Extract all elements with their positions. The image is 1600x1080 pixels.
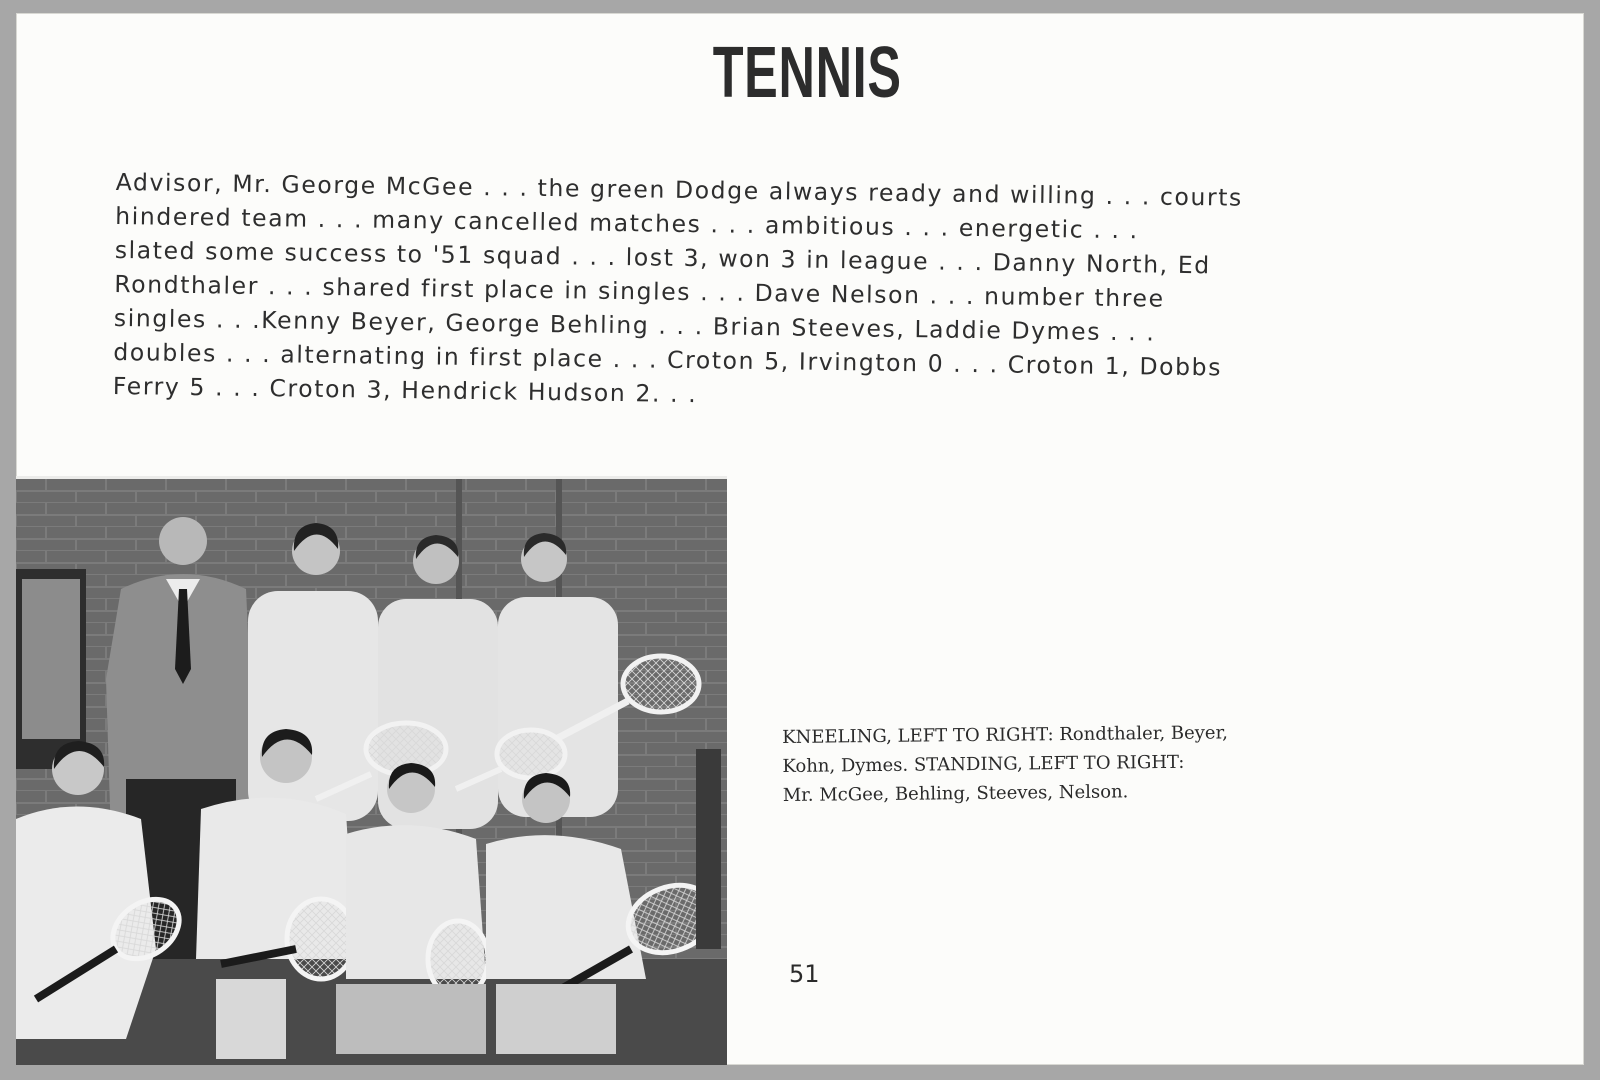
yearbook-page (16, 13, 1584, 1065)
article-line: slated some success to '51 squad . . . lost 3, won 3 in league . . . Danny North, Ed (114, 235, 1211, 280)
article-line: Ferry 5 . . . Croton 3, Hendrick Hudson 2. . . (112, 371, 698, 409)
article-line: doubles . . . alternating in first place . . . Croton 5, Irvington 0 . . . Croton 1, Dobbs (113, 337, 1223, 382)
article-text (113, 165, 1536, 423)
page-number: 51 (789, 960, 820, 988)
article-line: singles . . .Kenny Beyer, George Behling . . . Brian Steeves, Laddie Dymes . . . (113, 303, 1156, 347)
caption-line: Kohn, Dymes. STANDING, LEFT TO RIGHT: (782, 751, 1185, 777)
caption-line: Mr. McGee, Behling, Steeves, Nelson. (782, 781, 1129, 806)
page-title: TENNIS (712, 33, 902, 113)
article-line: Advisor, Mr. George McGee . . . the green Dodge always ready and willing . . . courts (115, 167, 1244, 212)
photo-caption (782, 717, 1343, 810)
caption-line: KNEELING, LEFT TO RIGHT: Rondthaler, Beyer, (782, 722, 1228, 748)
article-line: hindered team . . . many cancelled matches . . . ambitious . . . energetic . . . (115, 201, 1139, 245)
team-photo-illustration (16, 479, 727, 1065)
team-photo (16, 476, 727, 1065)
article-line: Rondthaler . . . shared first place in singles . . . Dave Nelson . . . number three (114, 269, 1165, 313)
